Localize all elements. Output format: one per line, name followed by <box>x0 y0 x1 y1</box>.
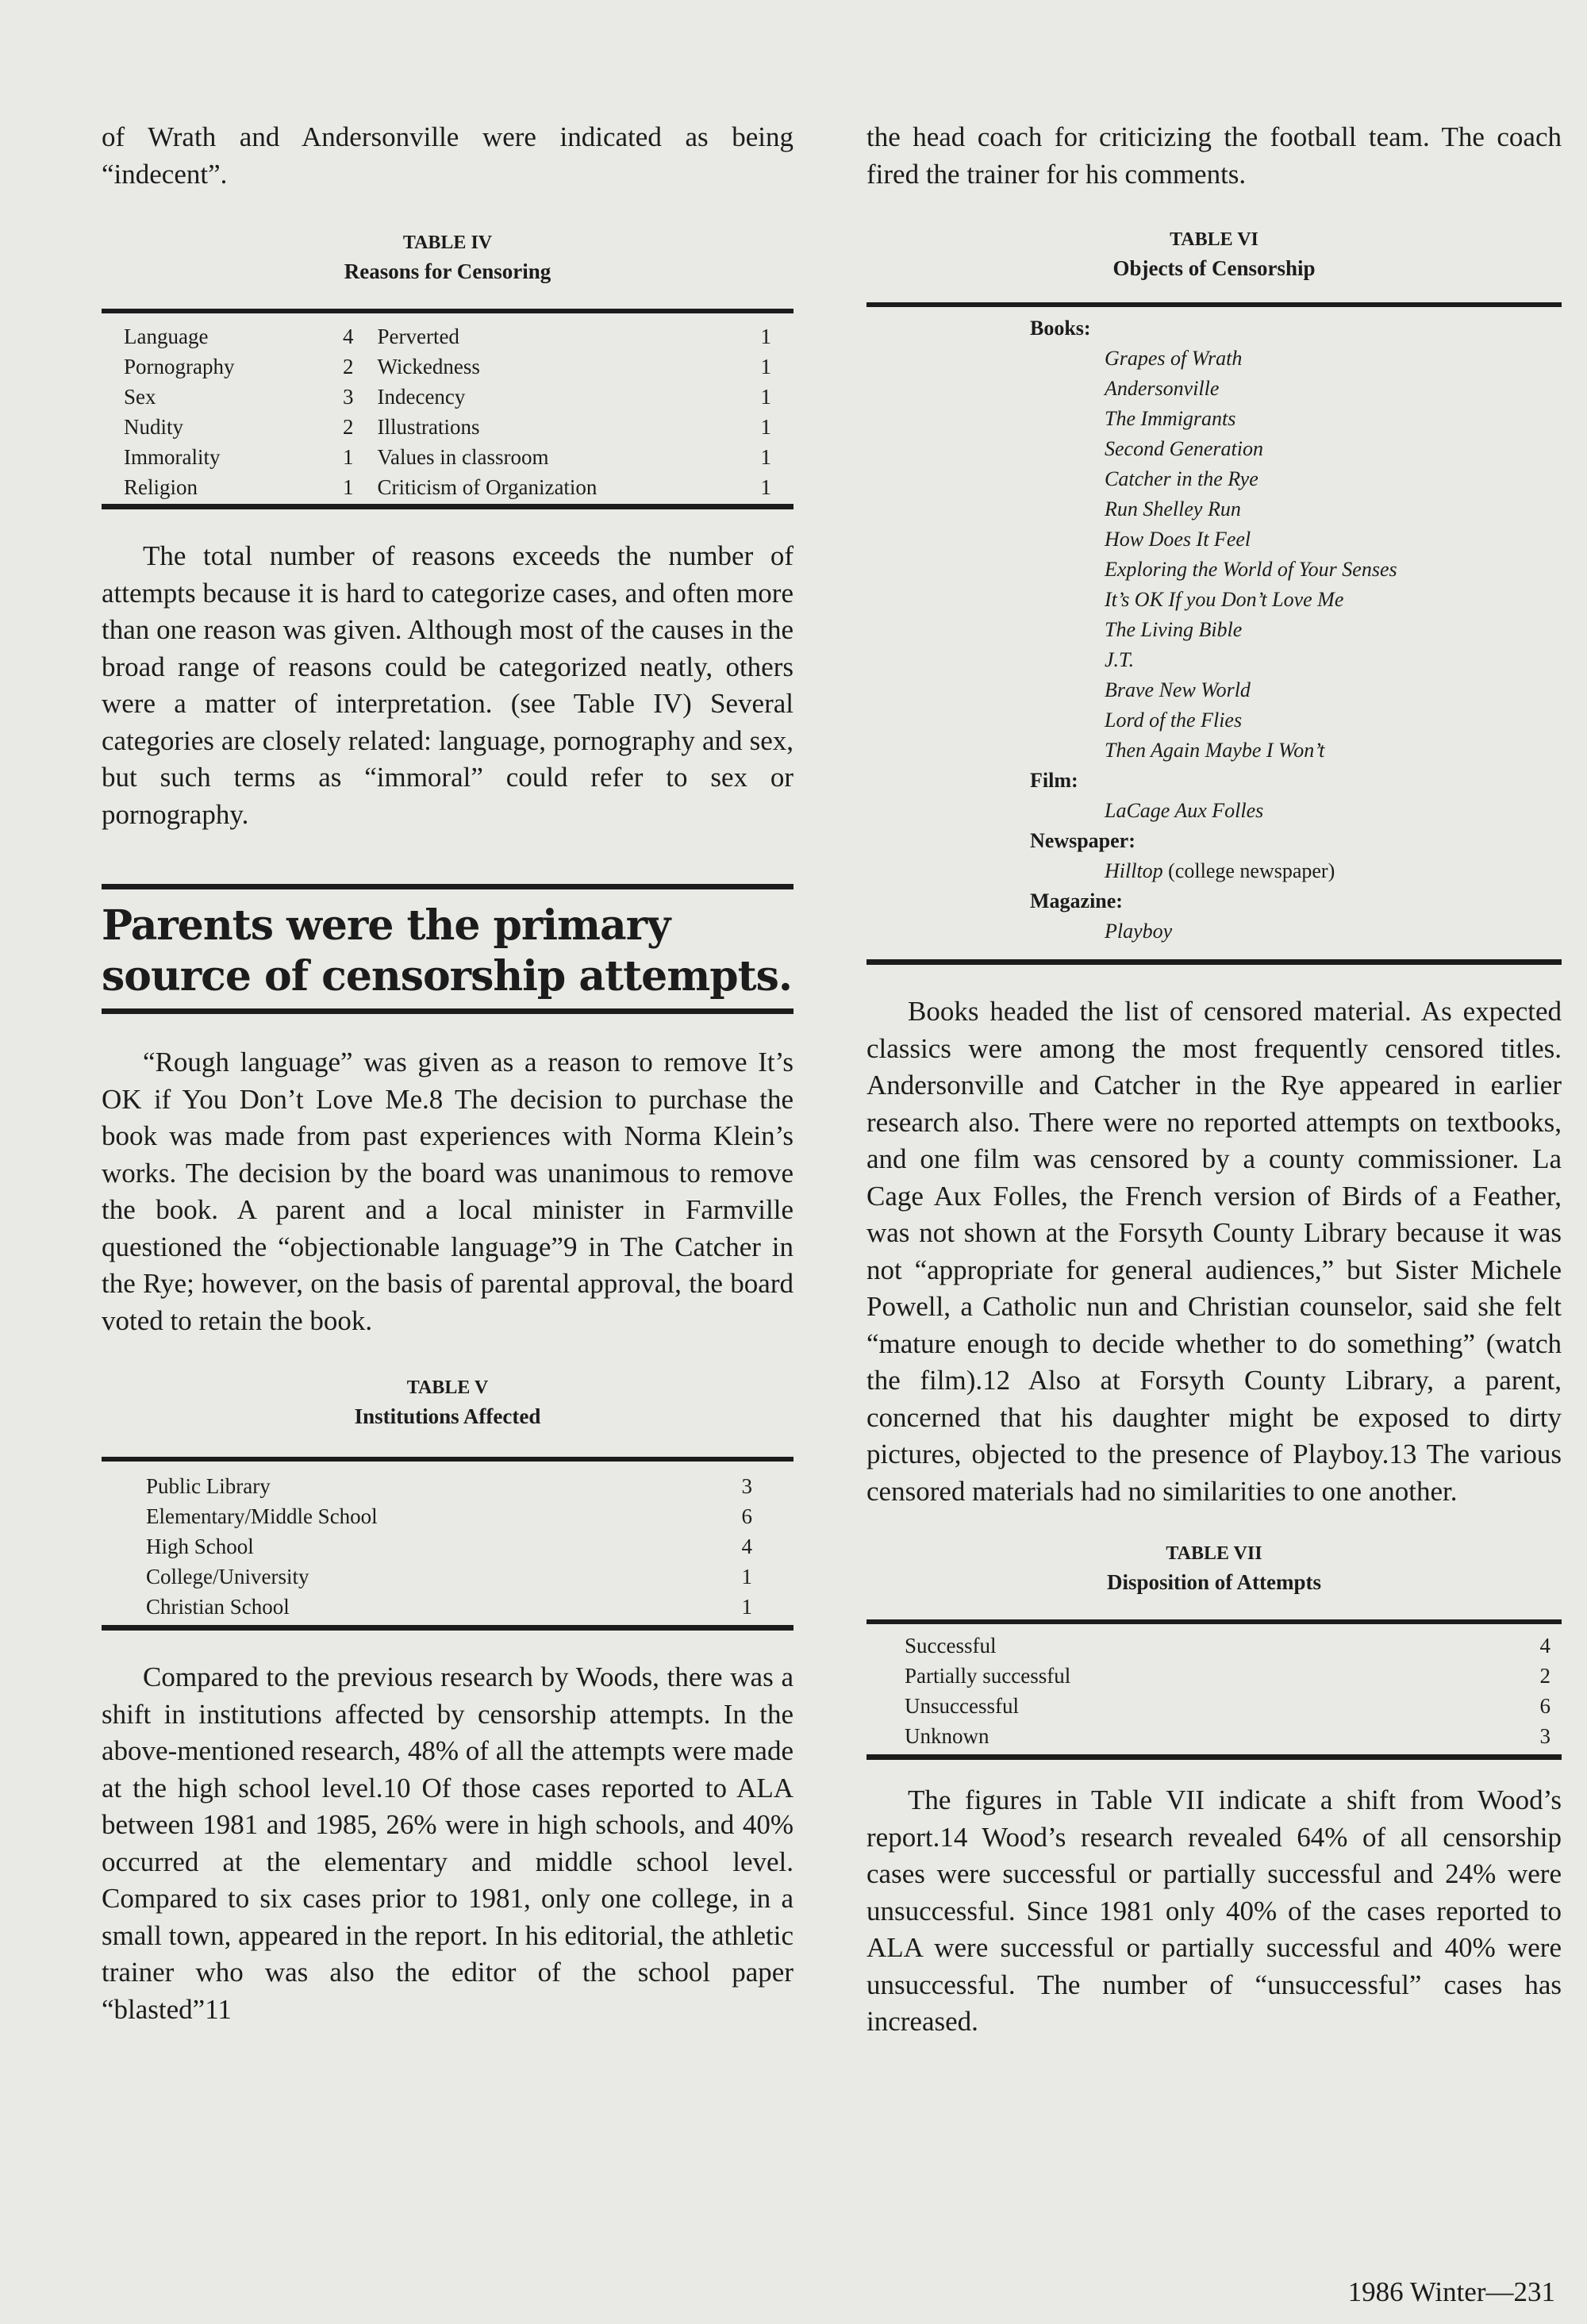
book-title: Grapes of Wrath <box>1105 347 1243 370</box>
paragraph-reasons: The total number of reasons exceeds the number of attempts because it is hard to categorize cases, and often more than one reason was given. Although most of the causes in the broad range of reasons could be categorized neatly, others were a matter of interpretation. (see Table IV) Several categories are closely related: language, pornography and sex, but such terms as “immoral” could refer to sex or pornography. <box>102 540 794 830</box>
table-vii <box>867 1538 1562 1760</box>
newspaper-label: Newspaper: <box>1030 829 1135 852</box>
table-row <box>867 1631 1562 1661</box>
reason-count: 3 <box>342 385 354 409</box>
books-label: Books: <box>1030 317 1091 340</box>
film-label: Film: <box>1030 769 1078 792</box>
reason-name: Sex <box>124 385 156 409</box>
reason-name: Nudity <box>124 415 184 439</box>
table-row <box>102 442 794 472</box>
book-title: Andersonville <box>1105 377 1220 400</box>
book-title: It’s OK If you Don’t Love Me <box>1105 588 1344 611</box>
page-folio: 1986 Winter—231 <box>1347 2276 1555 2307</box>
table-row <box>102 412 794 442</box>
disposition-name: Partially successful <box>905 1664 1071 1688</box>
reason-name: Criticism of Organization <box>377 475 598 499</box>
table-row <box>102 1561 794 1592</box>
table-vi <box>867 225 1562 965</box>
table-iv <box>102 228 794 509</box>
book-title: Brave New World <box>1105 678 1251 701</box>
book-title: The Immigrants <box>1105 407 1236 430</box>
disposition-count: 2 <box>1539 1664 1550 1688</box>
disposition-count: 3 <box>1539 1724 1550 1748</box>
disposition-name: Unknown <box>905 1724 989 1748</box>
paragraph-compared: Compared to the previous research by Woods, there was a shift in institutions affected by censorship attempts. In the above-mentioned research, 48% of all the attempts were made at the high school level.10 Of those cases reported to ALA between 1981 and 1985, 26% were in high schools, and 40% occurred at the elementary and middle school level. Compared to six cases prior to 1981, only one college, in a small town, appeared in the report. In his editorial, the athletic trainer who was also the editor of the school paper “blasted”11 <box>102 1661 794 2025</box>
table-vii-title: Disposition of Attempts <box>1106 1570 1321 1594</box>
table-vi-title: Objects of Censorship <box>1112 256 1316 280</box>
table-row <box>102 1592 794 1622</box>
institution-name: College/University <box>146 1565 309 1588</box>
reason-count: 1 <box>760 475 771 499</box>
newspaper-note: (college newspaper) <box>1168 859 1335 882</box>
table-row <box>867 1721 1562 1751</box>
reason-count: 1 <box>342 475 354 499</box>
reason-count: 1 <box>760 385 771 409</box>
reason-count: 2 <box>342 415 354 439</box>
book-title: Exploring the World of Your Senses <box>1105 558 1397 581</box>
reason-name: Immorality <box>124 445 221 469</box>
disposition-count: 4 <box>1539 1634 1550 1658</box>
table-row <box>867 1691 1562 1721</box>
film-title: LaCage Aux Folles <box>1105 799 1264 822</box>
institution-name: Christian School <box>146 1595 290 1619</box>
magazine-label: Magazine: <box>1030 889 1123 912</box>
reason-count: 1 <box>760 355 771 378</box>
paragraph-figures: The figures in Table VII indicate a shift from Wood’s report.14 Wood’s research revealed 64% of all censorship cases were successful or partially successful and 24% were unsuccessful. Since 1981 only 40% of the cases reported to ALA were successful or partially successful and 40% were unsuccessful. The number of “unsuccessful” cases has increased. <box>867 1784 1562 2037</box>
disposition-name: Successful <box>905 1634 997 1658</box>
institution-count: 1 <box>741 1565 752 1588</box>
reason-name: Values in classroom <box>377 445 549 469</box>
paragraph-coach: the head coach for criticizing the football team. The coach fired the trainer for his comments. <box>867 121 1562 190</box>
magazine-title: Playboy <box>1105 920 1173 943</box>
institution-count: 4 <box>741 1535 752 1558</box>
institution-name: Elementary/Middle School <box>146 1504 378 1528</box>
table-v-label: TABLE V <box>406 1377 489 1398</box>
newspaper-entry <box>867 856 1562 886</box>
disposition-count: 6 <box>1539 1694 1550 1718</box>
table-vi-label: TABLE VI <box>1170 229 1258 250</box>
table-row <box>867 1661 1562 1691</box>
reason-name: Indecency <box>377 385 466 409</box>
table-row <box>102 472 794 502</box>
reason-name: Wickedness <box>377 355 480 378</box>
table-vii-label: TABLE VII <box>1166 1543 1262 1564</box>
institution-count: 6 <box>741 1504 752 1528</box>
book-title: How Does It Feel <box>1105 528 1251 551</box>
book-title: Run Shelley Run <box>1105 497 1241 520</box>
right-column <box>867 119 1562 2041</box>
table-iv-label: TABLE IV <box>402 232 493 253</box>
newspaper-title: Hilltop <box>1105 859 1163 882</box>
institution-count: 3 <box>741 1474 752 1498</box>
book-title: Lord of the Flies <box>1105 709 1243 732</box>
reason-count: 1 <box>760 325 771 348</box>
reason-count: 1 <box>760 415 771 439</box>
reason-name: Illustrations <box>377 415 480 439</box>
institution-name: High School <box>146 1535 254 1558</box>
table-row <box>102 351 794 382</box>
table-row <box>102 382 794 412</box>
institution-name: Public Library <box>146 1474 271 1498</box>
disposition-name: Unsuccessful <box>905 1694 1019 1718</box>
book-title: J.T. <box>1105 648 1135 671</box>
reason-count: 4 <box>342 325 354 348</box>
reason-count: 1 <box>760 445 771 469</box>
table-iv-body <box>102 321 794 502</box>
table-v-body <box>102 1471 794 1622</box>
reason-name: Perverted <box>377 325 459 348</box>
table-vii-body <box>867 1631 1562 1751</box>
table-v-title: Institutions Affected <box>354 1404 541 1428</box>
paragraph-books: Books headed the list of censored material. As expected classics were among the most frequently censored titles. Andersonville and Catcher in the Rye appeared in earlier research also. There were no reported attempts on textbooks, and one film was censored by a county commissioner. La Cage Aux Folles, the French version of Birds of a Feather, was not shown at the Forsyth County Library because it was not “appropriate for general audiences,” but Sister Michele Powell, a Catholic nun and Christian counselor, said she felt “mature enough to decide whether to do something” (watch the film).12 Also at Forsyth County Library, a parent, concerned that his daughter might be exposed to dirty pictures, objected to the presence of Playboy.13 The various censored materials had no similarities to one another. <box>867 996 1562 1507</box>
reason-name: Pornography <box>124 355 235 378</box>
reason-count: 1 <box>342 445 354 469</box>
books-list <box>867 344 1562 766</box>
paragraph-rough-language: “Rough language” was given as a reason to remove It’s OK if You Don’t Love Me.8 The decision to purchase the book was made from past experiences with Norma Klein’s works. The decision by the board was unanimous to remove the book. A parent and a local minister in Farmville questioned the “objectionable language”9 in The Catcher in the Rye; however, on the basis of parental approval, the board voted to retain the book. <box>102 1047 794 1336</box>
reason-name: Language <box>124 325 209 348</box>
section-heading: Parents were the primary source of censorship attempts. <box>102 901 792 1001</box>
institution-count: 1 <box>741 1595 752 1619</box>
reason-name: Religion <box>124 475 198 499</box>
left-column <box>102 119 794 2028</box>
table-iv-title: Reasons for Censoring <box>344 259 551 283</box>
table-row <box>102 321 794 351</box>
book-title: Then Again Maybe I Won’t <box>1105 739 1325 762</box>
book-title: The Living Bible <box>1105 618 1243 641</box>
reason-count: 2 <box>342 355 354 378</box>
table-row <box>102 1531 794 1561</box>
book-title: Second Generation <box>1105 437 1264 460</box>
book-title: Catcher in the Rye <box>1105 467 1258 490</box>
table-row <box>102 1471 794 1501</box>
table-row <box>102 1501 794 1531</box>
intro-paragraph: of Wrath and Andersonville were indicated as being “indecent”. <box>102 121 794 190</box>
table-v <box>102 1373 794 1631</box>
